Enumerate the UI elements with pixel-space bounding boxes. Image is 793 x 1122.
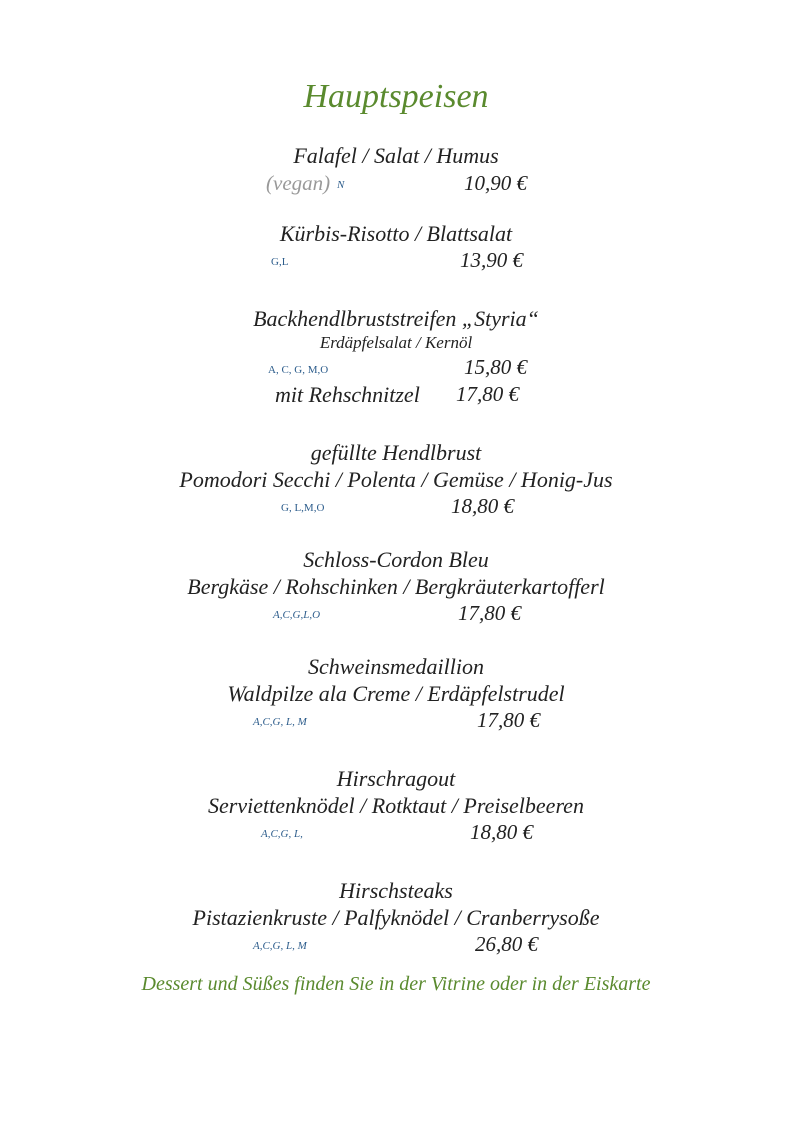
dish-name: Hirschsteaks [339, 878, 453, 903]
allergen-codes: A,C,G, L, M [253, 940, 307, 952]
dish-price: 26,80 € [475, 932, 538, 956]
dish-description: Serviettenknödel / Rotktaut / Preiselbeeren [208, 793, 584, 818]
variant-label: mit Rehschnitzel [275, 382, 420, 407]
allergen-codes: A,C,G,L,O [273, 609, 321, 621]
dish-name: Backhendlbruststreifen „Styria“ [253, 306, 539, 331]
allergen-codes: G, L,M,O [281, 502, 325, 514]
dish-price: 18,80 € [451, 494, 514, 518]
dish-name: Kürbis-Risotto / Blattsalat [279, 221, 513, 246]
dish-description: Bergkäse / Rohschinken / Bergkräuterkartofferl [187, 574, 605, 599]
dish-name: Falafel / Salat / Humus [293, 143, 499, 168]
dish-price: 17,80 € [458, 601, 521, 625]
allergen-codes: A, C, G, M,O [268, 364, 329, 376]
page-title: Hauptspeisen [303, 78, 489, 115]
allergen-codes: N [337, 179, 345, 191]
dish-name: Schloss-Cordon Bleu [303, 547, 489, 572]
dish-price: 13,90 € [460, 248, 523, 272]
dish-price: 17,80 € [477, 708, 540, 732]
allergen-codes: A,C,G, L, [261, 828, 303, 840]
dish-description: Pistazienkruste / Palfyknödel / Cranberrysoße [192, 905, 600, 930]
allergen-codes: A,C,G, L, M [253, 716, 307, 728]
dish-price: 10,90 € [464, 171, 527, 195]
dish-description: Pomodori Secchi / Polenta / Gemüse / Honig-Jus [179, 467, 613, 492]
dish-name: Schweinsmedaillion [308, 654, 484, 679]
dish-description: Waldpilze ala Creme / Erdäpfelstrudel [227, 681, 565, 706]
dish-name: gefüllte Hendlbrust [310, 440, 482, 465]
footer-note: Dessert und Süßes finden Sie in der Vitrine oder in der Eiskarte [141, 973, 651, 995]
dish-price: 18,80 € [470, 820, 533, 844]
dish-description: Erdäpfelsalat / Kernöl [319, 333, 473, 352]
allergen-codes: G,L [271, 256, 289, 268]
vegan-tag: (vegan) [266, 171, 331, 195]
dish-price: 15,80 € [464, 355, 527, 379]
dish-name: Hirschragout [336, 766, 456, 791]
variant-price: 17,80 € [456, 382, 519, 406]
